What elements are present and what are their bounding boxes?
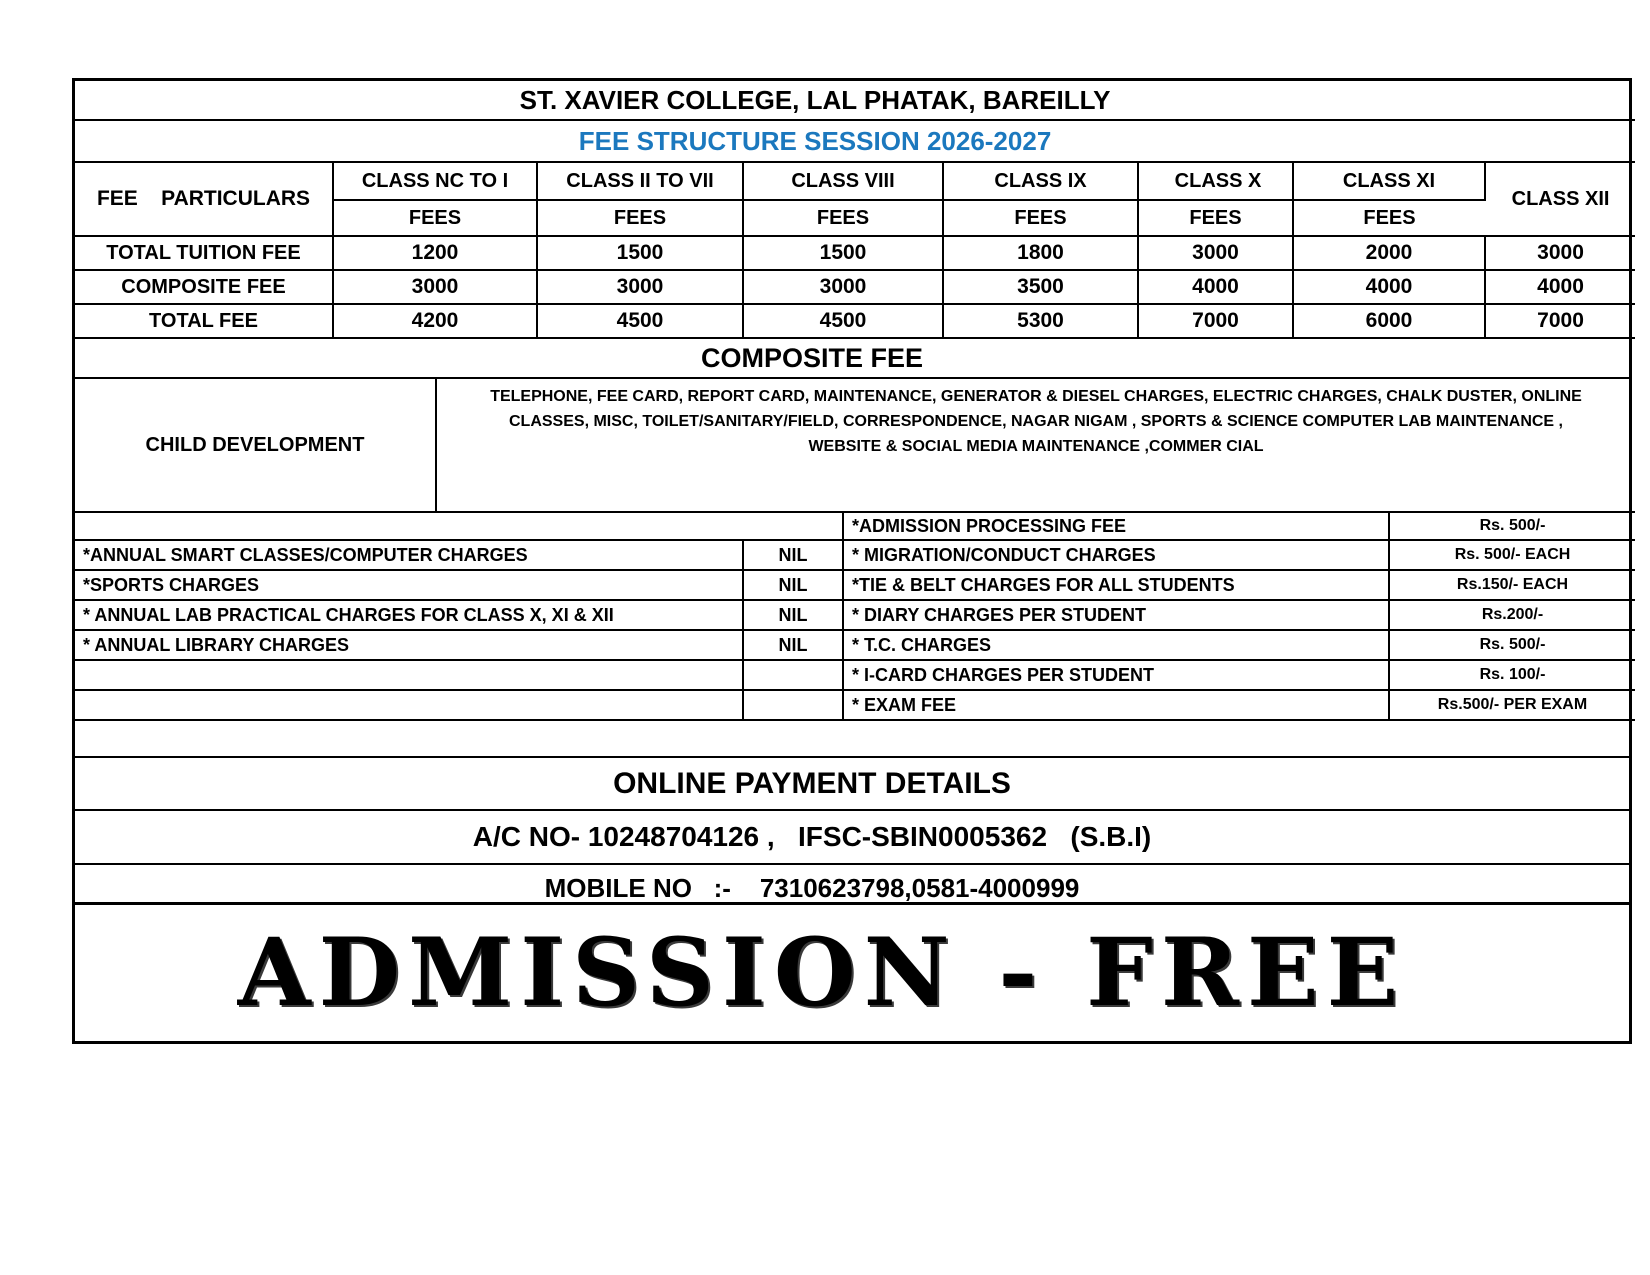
payment-section (75, 758, 1629, 911)
child-development-section (75, 379, 1635, 513)
row-label: TOTAL TUITION FEE (75, 236, 333, 270)
session-subtitle: FEE STRUCTURE SESSION 2026-2027 (75, 120, 1635, 162)
empty-cell (743, 660, 843, 690)
fee-value: 3000 (1485, 236, 1635, 270)
fee-value: 2000 (1293, 236, 1485, 270)
class-header-xii: CLASS XII (1485, 162, 1635, 236)
charge-label: * T.C. CHARGES (843, 630, 1389, 660)
fee-value: 1200 (333, 236, 537, 270)
charge-amount: Rs. 500/- (1389, 630, 1635, 660)
class-header-x: CLASS X (1138, 162, 1293, 200)
account-number-line: A/C NO- 10248704126 , IFSC-SBIN0005362 (S.B.I) (75, 810, 1629, 864)
empty-cell (75, 690, 743, 720)
payment-heading: ONLINE PAYMENT DETAILS (75, 758, 1629, 810)
charge-amount: Rs. 100/- (1389, 660, 1635, 690)
charge-row (75, 540, 1635, 570)
empty-cell (75, 660, 743, 690)
charge-amount: Rs.500/- PER EXAM (1389, 690, 1635, 720)
row-label: TOTAL FEE (75, 304, 333, 338)
charge-row (75, 513, 1635, 540)
total-fee-row (75, 304, 1635, 338)
fee-value: 4200 (333, 304, 537, 338)
class-header-ix: CLASS IX (943, 162, 1138, 200)
fee-value: 3000 (743, 270, 943, 304)
fee-value: 3000 (537, 270, 743, 304)
empty-cell (75, 513, 843, 540)
charge-label: * I-CARD CHARGES PER STUDENT (843, 660, 1389, 690)
title-row (75, 81, 1635, 120)
payment-heading-row (75, 758, 1629, 810)
fee-value: 3000 (333, 270, 537, 304)
charge-amount: Rs.150/- EACH (1389, 570, 1635, 600)
fees-subheader: FEES (743, 200, 943, 236)
fees-subheader: FEES (1138, 200, 1293, 236)
charge-label: * ANNUAL LAB PRACTICAL CHARGES FOR CLASS X, XI & XII (75, 600, 743, 630)
empty-cell (743, 690, 843, 720)
charge-label: *SPORTS CHARGES (75, 570, 743, 600)
fees-subheader: FEES (333, 200, 537, 236)
nil-value: NIL (743, 540, 843, 570)
fee-grid (75, 81, 1635, 339)
class-header-xi: CLASS XI (1293, 162, 1485, 200)
charge-label: * DIARY CHARGES PER STUDENT (843, 600, 1389, 630)
row-label: COMPOSITE FEE (75, 270, 333, 304)
composite-fee-heading: COMPOSITE FEE (75, 339, 1629, 378)
child-development-label: CHILD DEVELOPMENT (75, 379, 436, 512)
fee-value: 6000 (1293, 304, 1485, 338)
admission-free-banner (72, 902, 1632, 1044)
charge-amount: Rs. 500/- EACH (1389, 540, 1635, 570)
fee-value: 4500 (537, 304, 743, 338)
fee-value: 4000 (1138, 270, 1293, 304)
fee-value: 7000 (1138, 304, 1293, 338)
charge-row (75, 690, 1635, 720)
charge-row (75, 600, 1635, 630)
charge-amount: Rs.200/- (1389, 600, 1635, 630)
charge-label: *ADMISSION PROCESSING FEE (843, 513, 1389, 540)
charge-row (75, 630, 1635, 660)
description-line: WEBSITE & SOCIAL MEDIA MAINTENANCE ,COMMER CIAL (808, 438, 1264, 455)
charge-row (75, 660, 1635, 690)
composite-fee-row (75, 270, 1635, 304)
tuition-fee-row (75, 236, 1635, 270)
fee-value: 1500 (537, 236, 743, 270)
session-row (75, 120, 1635, 162)
class-header-row (75, 162, 1635, 200)
nil-value: NIL (743, 600, 843, 630)
nil-value: NIL (743, 630, 843, 660)
fee-value: 4500 (743, 304, 943, 338)
spacer-row (75, 721, 1629, 758)
child-development-row (75, 379, 1635, 512)
fee-value: 3000 (1138, 236, 1293, 270)
fee-value: 7000 (1485, 304, 1635, 338)
college-title: ST. XAVIER COLLEGE, LAL PHATAK, BAREILLY (75, 81, 1635, 120)
charge-label: * ANNUAL LIBRARY CHARGES (75, 630, 743, 660)
fee-value: 5300 (943, 304, 1138, 338)
fee-particulars-header: FEE PARTICULARS (75, 162, 333, 236)
nil-value: NIL (743, 570, 843, 600)
fees-subheader: FEES (1293, 200, 1485, 236)
fee-value: 3500 (943, 270, 1138, 304)
description-line: TELEPHONE, FEE CARD, REPORT CARD, MAINTENANCE, GENERATOR & DIESEL CHARGES, ELECTRIC CHARGES, CHALK DUSTER, ONLINE (490, 388, 1582, 405)
fees-subheader: FEES (537, 200, 743, 236)
fee-value: 4000 (1485, 270, 1635, 304)
charge-label: *TIE & BELT CHARGES FOR ALL STUDENTS (843, 570, 1389, 600)
class-header-ii-to-vii: CLASS II TO VII (537, 162, 743, 200)
mobile-number-line: MOBILE NO :- 7310623798,0581-4000999 (544, 872, 1080, 903)
fee-value: 1800 (943, 236, 1138, 270)
fee-value: 1500 (743, 236, 943, 270)
charge-label: * MIGRATION/CONDUCT CHARGES (843, 540, 1389, 570)
empty-cell (75, 721, 1629, 757)
composite-fee-description (436, 379, 1635, 512)
composite-banner (75, 339, 1629, 379)
class-header-viii: CLASS VIII (743, 162, 943, 200)
charge-label: * EXAM FEE (843, 690, 1389, 720)
description-line: CLASSES, MISC, TOILET/SANITARY/FIELD, CORRESPONDENCE, NAGAR NIGAM , SPORTS & SCIENCE COMPUTER LAB MAINTENANCE , (509, 413, 1563, 430)
fee-value: 4000 (1293, 270, 1485, 304)
fees-subheader: FEES (943, 200, 1138, 236)
composite-banner-row (75, 339, 1629, 378)
fee-structure-table (72, 78, 1632, 914)
account-row (75, 810, 1629, 864)
class-header-nc-to-i: CLASS NC TO I (333, 162, 537, 200)
charge-row (75, 570, 1635, 600)
charge-label: *ANNUAL SMART CLASSES/COMPUTER CHARGES (75, 540, 743, 570)
charge-amount: Rs. 500/- (1389, 513, 1635, 540)
admission-free-text: ADMISSION - FREE (237, 918, 1407, 1028)
charges-table (75, 513, 1635, 721)
